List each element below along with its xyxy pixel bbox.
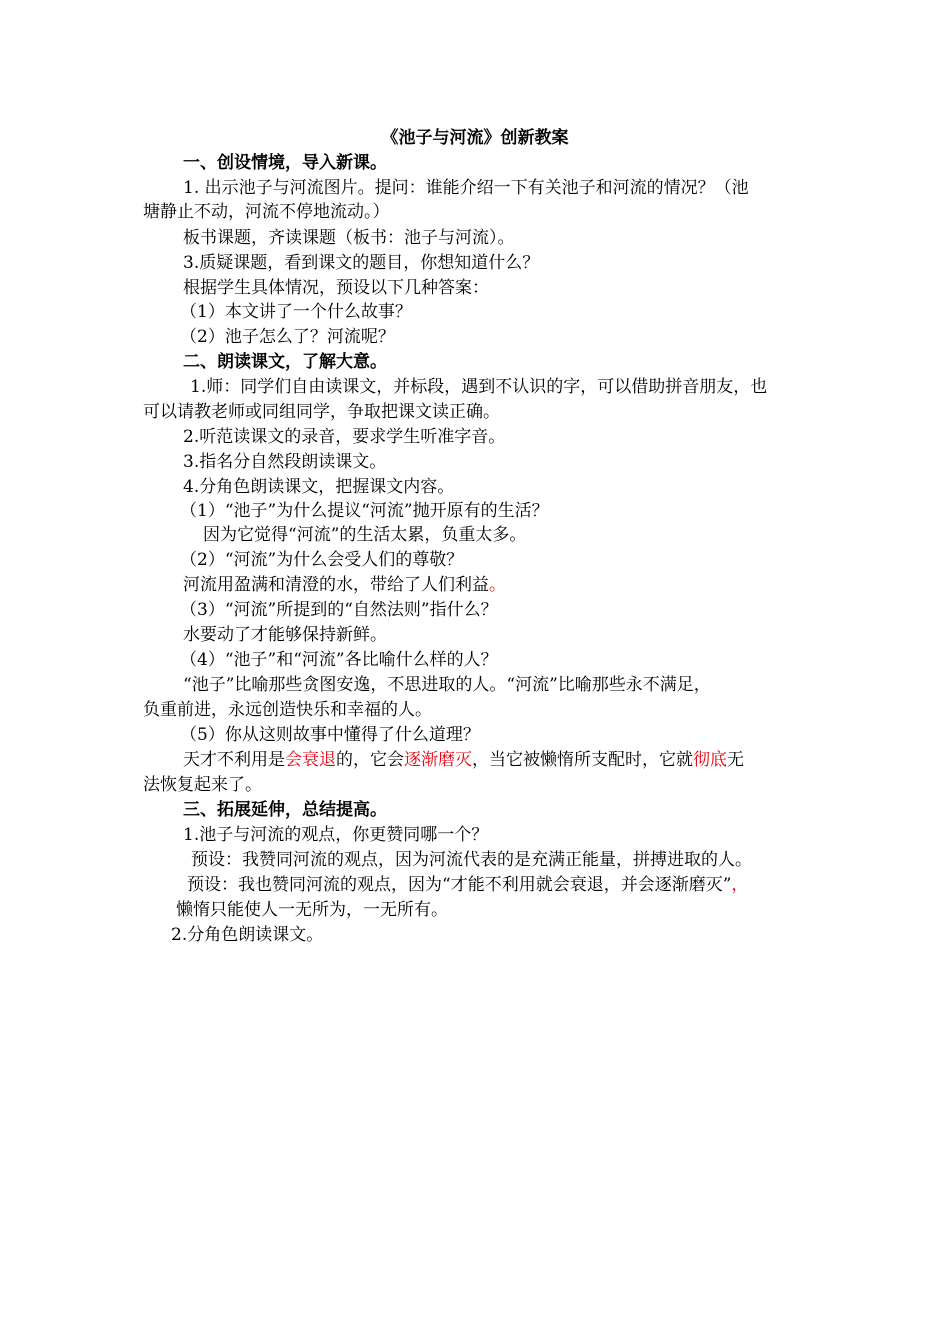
- section1-heading: 一、创设情境，导入新课。: [183, 153, 387, 173]
- section3-paragraph2: 2.分角色朗读课文。: [171, 925, 324, 945]
- answer-5-part4: 无: [727, 750, 744, 770]
- question-1: （1）“池子”为什么提议“河流”抛开原有的生活？: [180, 501, 549, 521]
- question-3: （3）“河流”所提到的“自然法则”指什么？: [180, 600, 498, 620]
- answer-5-highlight3: 彻底: [693, 750, 727, 770]
- section2-heading: 二、朗读课文，了解大意。: [183, 352, 387, 372]
- section3-heading: 三、拓展延伸，总结提高。: [183, 800, 387, 820]
- question-4: （4）“池子”和“河流”各比喻什么样的人？: [180, 650, 498, 670]
- answer-5-part3: ，当它被懒惰所支配时，它就: [472, 750, 693, 770]
- preset-answer-2-end-mark: ，: [731, 875, 749, 895]
- answer-5-line2: 法恢复起来了。: [143, 775, 262, 795]
- preset-answer-2-line2: 懒惰只能使人一无所为，一无所有。: [176, 900, 448, 920]
- preset-answer-2-line1: [187, 873, 748, 897]
- answer-2-end-mark: 。: [489, 575, 506, 595]
- answer-5-line1: [183, 748, 744, 772]
- question-2: （2）“河流”为什么会受人们的尊敬？: [180, 550, 464, 570]
- section1-answer2: （2）池子怎么了？河流呢？: [180, 327, 395, 347]
- section2-paragraph1-line1: 1.师：同学们自由读课文，并标段，遇到不认识的字，可以借助拼音朋友，也: [190, 377, 768, 397]
- question-5: （5）你从这则故事中懂得了什么道理？: [180, 725, 480, 745]
- answer-5-part1: 天才不利用是: [183, 750, 285, 770]
- answer-4-line1: “池子”比喻那些贪图安逸，不思进取的人。“河流”比喻那些永不满足，: [183, 675, 711, 695]
- section2-paragraph3: 3.指名分自然段朗读课文。: [183, 452, 387, 472]
- answer-3: 水要动了才能够保持新鲜。: [183, 625, 387, 645]
- answer-2: [183, 573, 506, 597]
- section1-paragraph1-line2: 塘静止不动，河流不停地流动。）: [143, 202, 390, 222]
- section1-paragraph2: 板书课题，齐读课题（板书：池子与河流）。: [183, 228, 515, 248]
- answer-1: 因为它觉得“河流”的生活太累，负重太多。: [203, 525, 527, 545]
- answer-4-line2: 负重前进，永远创造快乐和幸福的人。: [143, 700, 432, 720]
- section1-answer1: （1）本文讲了一个什么故事？: [180, 302, 412, 322]
- answer-2-text: 河流用盈满和清澄的水，带给了人们利益: [183, 575, 489, 595]
- answer-5-highlight2: 逐渐磨灭: [404, 750, 472, 770]
- section3-paragraph1: 1.池子与河流的观点，你更赞同哪一个？: [183, 825, 489, 845]
- section1-paragraph1-line1: 1. 出示池子与河流图片。提问：谁能介绍一下有关池子和河流的情况？（池: [183, 178, 749, 198]
- answer-5-highlight1: 会衰退: [285, 750, 336, 770]
- answer-5-part2: 的，它会: [336, 750, 404, 770]
- section1-paragraph3: 3.质疑课题，看到课文的题目，你想知道什么？: [183, 253, 540, 273]
- section2-paragraph2: 2.听范读课文的录音，要求学生听准字音。: [183, 427, 506, 447]
- document-title: 《池子与河流》创新教案: [381, 128, 569, 148]
- preset-answer-2-text: 预设：我也赞同河流的观点，因为“才能不利用就会衰退，并会逐渐磨灭”: [187, 875, 732, 895]
- section2-paragraph1-line2: 可以请教老师或同组同学，争取把课文读正确。: [143, 402, 500, 422]
- section1-paragraph4: 根据学生具体情况，预设以下几种答案：: [183, 278, 489, 298]
- section2-paragraph4: 4.分角色朗读课文，把握课文内容。: [183, 477, 455, 497]
- preset-answer-1: 预设：我赞同河流的观点，因为河流代表的是充满正能量，拼搏进取的人。: [191, 850, 752, 870]
